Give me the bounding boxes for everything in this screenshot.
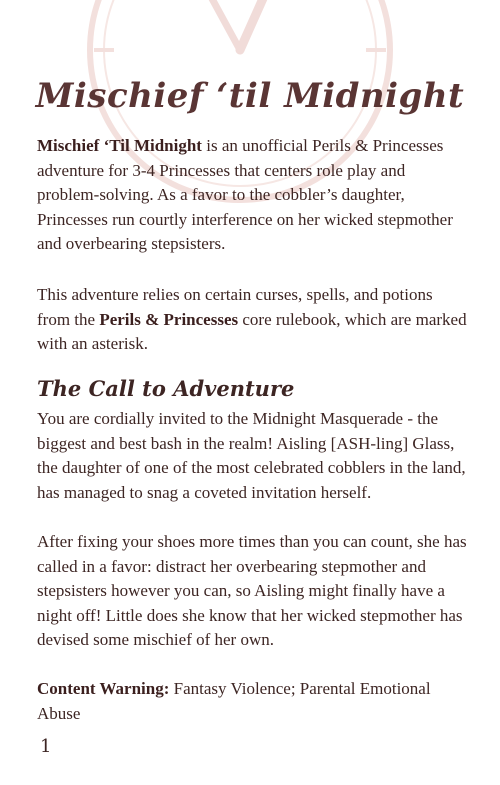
page-number: 1 — [40, 736, 52, 757]
content-warning-text: Fantasy Violence; Parental Emotional Abuse — [37, 679, 431, 723]
content-warning — [37, 677, 469, 726]
rules-text-before: This adventure relies on certain curses, spells, and potions from the — [37, 285, 433, 329]
intro-bold-lead: Mischief ‘Til Midnight — [37, 136, 202, 155]
intro-paragraph — [37, 134, 469, 257]
intro-text: is an unofficial Perils & Princesses adventure for 3-4 Princesses that centers role play and problem-solving. As a favor to the cobbler’s daughter, Princesses run courtly interference on her wicked stepmother and overbearing stepsisters. — [37, 136, 453, 253]
rules-text-after: core rulebook, which are marked with an asterisk. — [37, 309, 467, 353]
content-warning-label: Content Warning: — [37, 679, 170, 698]
page-title: Mischief ‘til Midnight — [35, 76, 465, 116]
call-paragraph-2: After fixing your shoes more times than you can count, she has called in a favor: distract her overbearing stepmother and stepsisters however you can, so Aisling might finally have a night off! Little does she know that her wicked stepmother has devised some mischief of her own. — [37, 532, 467, 649]
call-paragraph-1: You are cordially invited to the Midnight Masquerade - the biggest and best bash in the realm! Aisling [ASH-ling] Glass, the daughter of one of the most celebrated cobblers in the land, has managed to snag a coveted invitation herself. — [37, 409, 466, 502]
rules-paragraph — [37, 283, 469, 357]
call-to-adventure-heading: The Call to Adventure — [37, 376, 295, 401]
rules-book-title: Perils & Princesses — [99, 309, 239, 329]
